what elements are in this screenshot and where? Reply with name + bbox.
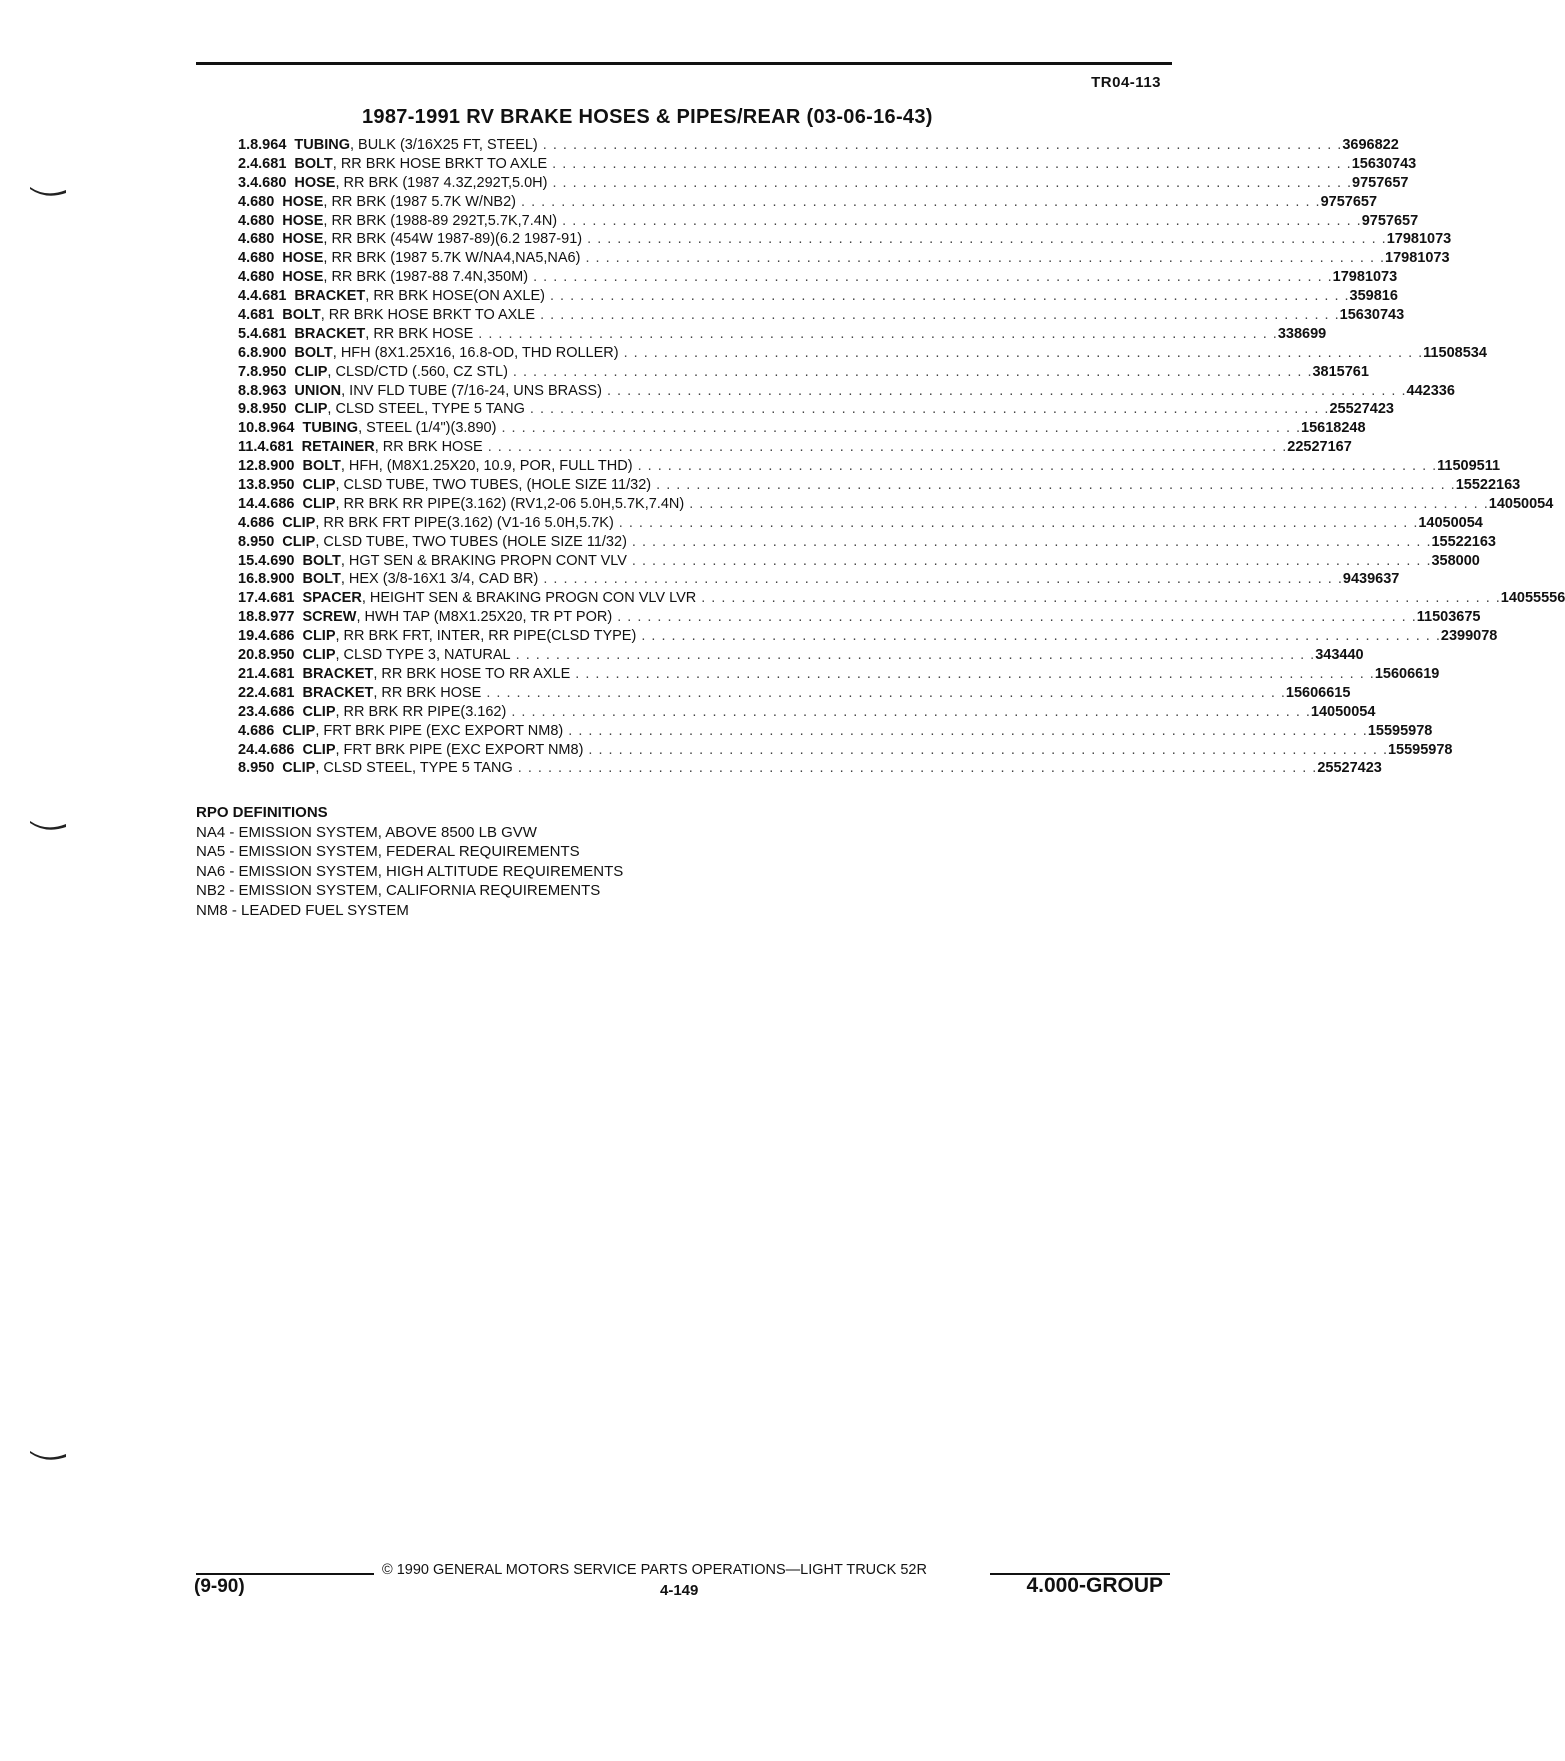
item-number: 15. (238, 552, 259, 569)
leader-dots: . . . . . . . . . . . . . . . . . . . . . . . . . . . . . . . . . . . . . . . . . . . . . . . . . . . . . . . . . . . . . . . . . . . . . . . . . . . . . . . . (528, 269, 1333, 286)
part-name: CLIP (302, 477, 336, 494)
part-number: 3696822 (1342, 137, 1399, 153)
group-code: 4.680 (238, 250, 275, 267)
part-row (238, 268, 1398, 287)
part-number: 14055556 (1500, 590, 1565, 607)
part-row (238, 174, 1409, 193)
part-detail: , RR BRK (454W 1987-89)(6.2 1987-91) (323, 231, 583, 248)
part-name: CLIP (282, 533, 316, 550)
group-code: 4.680 (238, 193, 275, 210)
part-name: BRACKET (302, 684, 374, 701)
part-number: 22527167 (1287, 439, 1352, 456)
part-row (238, 212, 1419, 231)
group-code: 8.950 (258, 477, 295, 494)
part-description (282, 533, 1431, 552)
part-detail: , HGT SEN & BRAKING PROPN CONT VLV (340, 552, 627, 569)
part-number: 15630743 (1339, 307, 1405, 324)
part-number: 11508534 (1423, 344, 1487, 361)
part-name: SPACER (302, 590, 362, 607)
item-number: 21. (238, 665, 259, 682)
part-name: CLIP (294, 401, 328, 418)
part-description (282, 306, 1339, 325)
leader-dots: . . . . . . . . . . . . . . . . . . . . . . . . . . . . . . . . . . . . . . . . . . . . . . . . . . . . . . . . . . . . . . . . . . . . . . . . . . . . . . . . (544, 288, 1350, 305)
leader-dots: . . . . . . . . . . . . . . . . . . . . . . . . . . . . . . . . . . . . . . . . . . . . . . . . . . . . . . . . . . . . . . . . . . . . . . . . . . . . . . . . (696, 590, 1501, 607)
part-detail: , RR BRK HOSE(ON AXLE) (365, 288, 545, 305)
item-number: 24. (238, 741, 259, 758)
part-detail: , HEIGHT SEN & BRAKING PROGN CON VLV LVR (361, 590, 697, 607)
part-row (238, 400, 1394, 419)
part-number: 15522163 (1455, 477, 1521, 494)
part-description (294, 382, 1406, 401)
group-code: 8.950 (238, 760, 275, 777)
part-description (302, 741, 1388, 760)
item-number: 4. (238, 288, 251, 305)
group-code: 4.686 (258, 628, 295, 645)
part-row (238, 608, 1481, 627)
part-row (238, 306, 1405, 325)
group-code: 4.686 (258, 703, 295, 720)
binder-hole-mark (30, 184, 66, 198)
part-description (302, 627, 1440, 646)
part-row (238, 136, 1399, 155)
group-code: 4.681 (250, 155, 287, 172)
part-row (238, 533, 1496, 552)
part-name: BOLT (302, 458, 341, 475)
part-description (302, 703, 1310, 722)
group-code: 4.686 (258, 741, 295, 758)
leader-dots: . . . . . . . . . . . . . . . . . . . . . . . . . . . . . . . . . . . . . . . . . . . . . . . . . . . . . . . . . . . . . . . . . . . . . . . . . . . . . . . . (570, 665, 1375, 682)
part-detail: , CLSD STEEL, TYPE 5 TANG (327, 401, 525, 418)
rpo-heading: RPO DEFINITIONS (196, 804, 328, 821)
part-detail: , INV FLD TUBE (7/16-24, UNS BRASS) (341, 382, 602, 399)
part-description (294, 174, 1352, 193)
part-description (302, 684, 1285, 703)
part-number: 25527423 (1329, 401, 1394, 418)
part-number: 14050054 (1310, 703, 1376, 720)
item-number: 7. (238, 363, 251, 380)
group-code: 4.690 (258, 552, 295, 569)
part-number: 25527423 (1317, 760, 1382, 777)
part-number: 442336 (1406, 382, 1455, 399)
part-description (302, 608, 1416, 627)
part-row (238, 514, 1483, 533)
part-description (302, 419, 1301, 438)
part-number: 11509511 (1437, 458, 1501, 475)
part-detail: , RR BRK (1987 5.7K W/NB2) (323, 193, 516, 210)
binder-hole-mark (30, 818, 66, 832)
part-detail: , RR BRK HOSE (373, 684, 482, 701)
footer-rule-left (196, 1573, 374, 1575)
group-code: 4.680 (238, 269, 275, 286)
group-code: 4.681 (250, 325, 287, 342)
part-detail: , RR BRK HOSE BRKT TO AXLE (320, 307, 536, 324)
part-number: 2399078 (1440, 628, 1498, 645)
item-number: 12. (238, 458, 259, 475)
part-row (238, 230, 1452, 249)
item-number: 18. (238, 609, 259, 626)
part-description (302, 570, 1342, 589)
part-detail: , RR BRK (1987 5.7K W/NA4,NA5,NA6) (323, 250, 581, 267)
part-row (238, 363, 1369, 382)
part-description (302, 589, 1500, 608)
group-number: 4.000-GROUP (1026, 1574, 1163, 1597)
group-code: 8.950 (250, 401, 287, 418)
leader-dots: . . . . . . . . . . . . . . . . . . . . . . . . . . . . . . . . . . . . . . . . . . . . . . . . . . . . . . . . . . . . . . . . . . . . . . . . . . . . . . . . (626, 552, 1432, 569)
group-code: 4.686 (258, 495, 295, 512)
part-description (302, 438, 1288, 457)
leader-dots: . . . . . . . . . . . . . . . . . . . . . . . . . . . . . . . . . . . . . . . . . . . . . . . . . . . . . . . . . . . . . . . . . . . . . . . . . . . . . . . . (583, 741, 1388, 758)
part-name: RETAINER (301, 439, 375, 456)
group-code: 4.680 (238, 212, 275, 229)
part-description (294, 363, 1312, 382)
part-row (238, 741, 1453, 760)
group-code: 8.964 (250, 137, 287, 153)
item-number: 10. (238, 420, 259, 437)
part-number: 14050054 (1418, 514, 1483, 531)
item-number: 22. (238, 684, 259, 701)
part-row (238, 249, 1450, 268)
part-row (238, 627, 1498, 646)
part-detail: , CLSD TUBE, TWO TUBES, (HOLE SIZE 11/32) (335, 477, 652, 494)
part-detail: , RR BRK HOSE TO RR AXLE (373, 665, 571, 682)
rpo-line: NA4 - EMISSION SYSTEM, ABOVE 8500 LB GVW (196, 823, 537, 841)
part-number: 17981073 (1332, 269, 1398, 286)
part-row (238, 325, 1327, 344)
part-name: BOLT (282, 307, 321, 324)
leader-dots: . . . . . . . . . . . . . . . . . . . . . . . . . . . . . . . . . . . . . . . . . . . . . . . . . . . . . . . . . . . . . . . . . . . . . . . . . . . . . . . . (626, 533, 1432, 550)
part-description (294, 344, 1423, 363)
item-number: 16. (238, 571, 259, 588)
group-code: 8.964 (258, 420, 295, 437)
part-row (238, 193, 1378, 212)
leader-dots: . . . . . . . . . . . . . . . . . . . . . . . . . . . . . . . . . . . . . . . . . . . . . . . . . . . . . . . . . . . . . . . . . . . . . . . . . . . . . . . . (684, 495, 1489, 512)
part-number: 15595978 (1387, 741, 1453, 758)
group-code: 8.900 (258, 571, 295, 588)
leader-dots: . . . . . . . . . . . . . . . . . . . . . . . . . . . . . . . . . . . . . . . . . . . . . . . . . . . . . . . . . . . . . . . . . . . . . . . . . . . . . . . . (537, 137, 1343, 153)
leader-dots: . . . . . . . . . . . . . . . . . . . . . . . . . . . . . . . . . . . . . . . . . . . . . . . . . . . . . . . . . . . . . . . . . . . . . . . . . . . . . . . . (636, 628, 1441, 645)
leader-dots: . . . . . . . . . . . . . . . . . . . . . . . . . . . . . . . . . . . . . . . . . . . . . . . . . . . . . . . . . . . . . . . . . . . . . . . . . . . . . . . . (496, 420, 1302, 437)
leader-dots: . . . . . . . . . . . . . . . . . . . . . . . . . . . . . . . . . . . . . . . . . . . . . . . . . . . . . . . . . . . . . . . . . . . . . . . . . . . . . . . . (538, 571, 1343, 588)
part-number: 14050054 (1488, 495, 1554, 512)
part-row (238, 476, 1521, 495)
part-description (294, 325, 1277, 344)
group-code: 8.977 (258, 609, 295, 626)
part-description (282, 249, 1385, 268)
part-description (302, 457, 1437, 476)
item-number: 17. (238, 590, 259, 607)
part-name: CLIP (302, 628, 336, 645)
part-number: 358000 (1431, 552, 1480, 569)
part-name: CLIP (282, 760, 316, 777)
part-description (302, 552, 1431, 571)
page-number: 4-149 (660, 1582, 699, 1599)
part-description (282, 230, 1386, 249)
part-description (282, 212, 1361, 231)
part-description (282, 268, 1332, 287)
part-name: BRACKET (294, 288, 366, 305)
part-row (238, 759, 1382, 778)
leader-dots: . . . . . . . . . . . . . . . . . . . . . . . . . . . . . . . . . . . . . . . . . . . . . . . . . . . . . . . . . . . . . . . . . . . . . . . . . . . . . . . . (580, 250, 1386, 267)
part-name: CLIP (282, 722, 316, 739)
part-name: HOSE (282, 250, 324, 267)
part-detail: , CLSD TUBE, TWO TUBES (HOLE SIZE 11/32) (315, 533, 627, 550)
item-number: 11. (238, 439, 258, 456)
part-description (282, 514, 1418, 533)
binder-hole-mark (30, 1448, 66, 1462)
leader-dots: . . . . . . . . . . . . . . . . . . . . . . . . . . . . . . . . . . . . . . . . . . . . . . . . . . . . . . . . . . . . . . . . . . . . . . . . . . . . . . . . (632, 458, 1438, 475)
part-detail: , CLSD STEEL, TYPE 5 TANG (315, 760, 513, 777)
leader-dots: . . . . . . . . . . . . . . . . . . . . . . . . . . . . . . . . . . . . . . . . . . . . . . . . . . . . . . . . . . . . . . . . . . . . . . . . . . . . . . . . (612, 609, 1417, 626)
part-detail: , HFH, (M8X1.25X20, 10.9, POR, FULL THD) (340, 458, 633, 475)
part-row (238, 495, 1554, 514)
rpo-line: NM8 - LEADED FUEL SYSTEM (196, 901, 409, 919)
leader-dots: . . . . . . . . . . . . . . . . . . . . . . . . . . . . . . . . . . . . . . . . . . . . . . . . . . . . . . . . . . . . . . . . . . . . . . . . . . . . . . . . (507, 363, 1313, 380)
leader-dots: . . . . . . . . . . . . . . . . . . . . . . . . . . . . . . . . . . . . . . . . . . . . . . . . . . . . . . . . . . . . . . . . . . . . . . . . . . . . . . . . (563, 722, 1368, 739)
leader-dots: . . . . . . . . . . . . . . . . . . . . . . . . . . . . . . . . . . . . . . . . . . . . . . . . . . . . . . . . . . . . . . . . . . . . . . . . . . . . . . . . (482, 439, 1288, 456)
leader-dots: . . . . . . . . . . . . . . . . . . . . . . . . . . . . . . . . . . . . . . . . . . . . . . . . . . . . . . . . . . . . . . . . . . . . . . . . . . . . . . . . (601, 382, 1407, 399)
part-detail: , RR BRK HOSE BRKT TO AXLE (332, 155, 548, 172)
part-description (302, 665, 1374, 684)
part-name: SCREW (302, 609, 357, 626)
part-name: BOLT (294, 344, 333, 361)
part-detail: , FRT BRK PIPE (EXC EXPORT NM8) (335, 741, 584, 758)
group-code: 8.900 (258, 458, 295, 475)
group-code: 4.686 (238, 514, 275, 531)
part-number: 15606619 (1374, 665, 1440, 682)
part-number: 3815761 (1312, 363, 1369, 380)
part-number: 15522163 (1431, 533, 1496, 550)
part-row (238, 646, 1364, 665)
leader-dots: . . . . . . . . . . . . . . . . . . . . . . . . . . . . . . . . . . . . . . . . . . . . . . . . . . . . . . . . . . . . . . . . . . . . . . . . . . . . . . . . (512, 760, 1318, 777)
part-detail: , STEEL (1/4")(3.890) (358, 420, 497, 437)
group-code: 4.680 (238, 231, 275, 248)
part-number: 17981073 (1386, 231, 1452, 248)
part-detail: , RR BRK FRT PIPE(3.162) (V1-16 5.0H,5.7K) (315, 514, 614, 531)
part-number: 9439637 (1342, 571, 1400, 588)
item-number: 1. (238, 137, 251, 153)
part-row (238, 287, 1398, 306)
part-name: BOLT (302, 552, 341, 569)
part-name: TUBING (294, 137, 350, 153)
part-name: CLIP (282, 514, 316, 531)
part-detail: , RR BRK (1987-88 7.4N,350M) (323, 269, 529, 286)
copyright: © 1990 GENERAL MOTORS SERVICE PARTS OPERATIONS—LIGHT TRUCK 52R (382, 1562, 927, 1578)
part-number: 15595978 (1367, 722, 1433, 739)
part-row (238, 344, 1487, 363)
part-number: 11503675 (1416, 609, 1481, 626)
leader-dots: . . . . . . . . . . . . . . . . . . . . . . . . . . . . . . . . . . . . . . . . . . . . . . . . . . . . . . . . . . . . . . . . . . . . . . . . . . . . . . . . (515, 193, 1321, 210)
part-description (282, 759, 1317, 778)
group-code: 4.681 (257, 439, 294, 456)
part-name: HOSE (282, 212, 324, 229)
part-detail: , CLSD TYPE 3, NATURAL (335, 647, 511, 664)
page-title: 1987-1991 RV BRAKE HOSES & PIPES/REAR (03-06-16-43) (362, 106, 933, 128)
part-name: BOLT (294, 155, 333, 172)
part-row (238, 703, 1376, 722)
part-number: 15618248 (1301, 420, 1366, 437)
part-name: UNION (294, 382, 342, 399)
part-detail: , RR BRK RR PIPE(3.162) (335, 703, 507, 720)
part-name: BOLT (302, 571, 341, 588)
part-name: HOSE (282, 193, 324, 210)
leader-dots: . . . . . . . . . . . . . . . . . . . . . . . . . . . . . . . . . . . . . . . . . . . . . . . . . . . . . . . . . . . . . . . . . . . . . . . . . . . . . . . . (510, 647, 1316, 664)
part-number: 15630743 (1351, 155, 1417, 172)
part-description (294, 287, 1349, 306)
part-number: 338699 (1277, 325, 1327, 342)
group-code: 4.681 (258, 590, 295, 607)
group-code: 4.681 (258, 665, 295, 682)
part-number: 359816 (1349, 288, 1398, 305)
rpo-definitions (196, 803, 623, 921)
group-code: 4.681 (238, 307, 275, 324)
group-code: 4.681 (250, 288, 287, 305)
part-detail: , BULK (3/16X25 FT, STEEL) (349, 137, 538, 153)
rpo-line: NA6 - EMISSION SYSTEM, HIGH ALTITUDE REQUIREMENTS (196, 862, 624, 880)
item-number: 19. (238, 628, 259, 645)
part-description (294, 400, 1329, 419)
part-detail: , HEX (3/8-16X1 3/4, CAD BR) (340, 571, 539, 588)
item-number: 3. (238, 174, 251, 191)
leader-dots: . . . . . . . . . . . . . . . . . . . . . . . . . . . . . . . . . . . . . . . . . . . . . . . . . . . . . . . . . . . . . . . . . . . . . . . . . . . . . . . . (547, 155, 1352, 172)
part-number: 343440 (1315, 647, 1364, 664)
part-number: 9757657 (1320, 193, 1378, 210)
leader-dots: . . . . . . . . . . . . . . . . . . . . . . . . . . . . . . . . . . . . . . . . . . . . . . . . . . . . . . . . . . . . . . . . . . . . . . . . . . . . . . . . (613, 514, 1419, 531)
part-row (238, 570, 1400, 589)
group-code: 4.686 (238, 722, 275, 739)
part-detail: , HWH TAP (M8X1.25X20, TR PT POR) (356, 609, 613, 626)
top-rule (196, 62, 1172, 65)
item-number: 6. (238, 344, 251, 361)
part-name: CLIP (302, 741, 336, 758)
part-row (238, 665, 1440, 684)
leader-dots: . . . . . . . . . . . . . . . . . . . . . . . . . . . . . . . . . . . . . . . . . . . . . . . . . . . . . . . . . . . . . . . . . . . . . . . . . . . . . . . . (473, 325, 1278, 342)
part-name: TUBING (302, 420, 359, 437)
item-number: 2. (238, 155, 251, 172)
group-code: 8.950 (238, 533, 275, 550)
part-row (238, 438, 1352, 457)
part-detail: , CLSD/CTD (.560, CZ STL) (327, 363, 508, 380)
leader-dots: . . . . . . . . . . . . . . . . . . . . . . . . . . . . . . . . . . . . . . . . . . . . . . . . . . . . . . . . . . . . . . . . . . . . . . . . . . . . . . . . (535, 307, 1340, 324)
part-row (238, 722, 1433, 741)
leader-dots: . . . . . . . . . . . . . . . . . . . . . . . . . . . . . . . . . . . . . . . . . . . . . . . . . . . . . . . . . . . . . . . . . . . . . . . . . . . . . . . . (582, 231, 1387, 248)
part-number: 9757657 (1352, 174, 1409, 191)
part-row (238, 457, 1501, 476)
part-detail: , RR BRK (1988-89 292T,5.7K,7.4N) (323, 212, 558, 229)
leader-dots: . . . . . . . . . . . . . . . . . . . . . . . . . . . . . . . . . . . . . . . . . . . . . . . . . . . . . . . . . . . . . . . . . . . . . . . . . . . . . . . . (481, 684, 1286, 701)
item-number: 5. (238, 325, 251, 342)
leader-dots: . . . . . . . . . . . . . . . . . . . . . . . . . . . . . . . . . . . . . . . . . . . . . . . . . . . . . . . . . . . . . . . . . . . . . . . . . . . . . . . . (524, 401, 1330, 418)
part-name: CLIP (302, 647, 336, 664)
item-number: 9. (238, 401, 251, 418)
part-name: BRACKET (294, 325, 366, 342)
leader-dots: . . . . . . . . . . . . . . . . . . . . . . . . . . . . . . . . . . . . . . . . . . . . . . . . . . . . . . . . . . . . . . . . . . . . . . . . . . . . . . . . (618, 344, 1424, 361)
group-code: 4.680 (250, 174, 287, 191)
part-description (282, 722, 1368, 741)
part-description (302, 476, 1455, 495)
part-detail: , RR BRK HOSE (365, 325, 474, 342)
leader-dots: . . . . . . . . . . . . . . . . . . . . . . . . . . . . . . . . . . . . . . . . . . . . . . . . . . . . . . . . . . . . . . . . . . . . . . . . . . . . . . . . (651, 477, 1456, 494)
part-row (238, 382, 1455, 401)
part-name: HOSE (282, 269, 324, 286)
part-detail: , FRT BRK PIPE (EXC EXPORT NM8) (315, 722, 564, 739)
part-row (238, 589, 1565, 608)
part-name: CLIP (302, 703, 336, 720)
part-description (294, 136, 1342, 155)
leader-dots: . . . . . . . . . . . . . . . . . . . . . . . . . . . . . . . . . . . . . . . . . . . . . . . . . . . . . . . . . . . . . . . . . . . . . . . . . . . . . . . . (557, 212, 1362, 229)
item-number: 20. (238, 647, 259, 664)
part-number: 9757657 (1361, 212, 1419, 229)
part-name: HOSE (294, 174, 336, 191)
leader-dots: . . . . . . . . . . . . . . . . . . . . . . . . . . . . . . . . . . . . . . . . . . . . . . . . . . . . . . . . . . . . . . . . . . . . . . . . . . . . . . . . (506, 703, 1311, 720)
group-code: 4.681 (258, 684, 295, 701)
rpo-line: NB2 - EMISSION SYSTEM, CALIFORNIA REQUIREMENTS (196, 882, 601, 900)
part-number: 17981073 (1385, 250, 1450, 267)
group-code: 8.950 (258, 647, 295, 664)
part-name: CLIP (302, 495, 336, 512)
group-code: 8.963 (250, 382, 287, 399)
rpo-line: NA5 - EMISSION SYSTEM, FEDERAL REQUIREMENTS (196, 843, 580, 861)
part-detail: , RR BRK FRT, INTER, RR PIPE(CLSD TYPE) (335, 628, 637, 645)
part-description (302, 646, 1315, 665)
part-row (238, 684, 1351, 703)
part-detail: , HFH (8X1.25X16, 16.8-OD, THD ROLLER) (332, 344, 619, 361)
part-row (238, 552, 1480, 571)
part-description (294, 155, 1351, 174)
part-name: CLIP (294, 363, 328, 380)
date-code: (9-90) (194, 1576, 245, 1597)
item-number: 23. (238, 703, 259, 720)
part-detail: , RR BRK (1987 4.3Z,292T,5.0H) (335, 174, 548, 191)
part-name: BRACKET (302, 665, 374, 682)
part-detail: , RR BRK RR PIPE(3.162) (RV1,2-06 5.0H,5.7K,7.4N) (335, 495, 685, 512)
group-code: 8.900 (250, 344, 287, 361)
part-row (238, 155, 1417, 174)
part-description (302, 495, 1488, 514)
item-number: 13. (238, 477, 259, 494)
page-code: TR04-113 (1091, 74, 1161, 91)
group-code: 8.950 (250, 363, 287, 380)
leader-dots: . . . . . . . . . . . . . . . . . . . . . . . . . . . . . . . . . . . . . . . . . . . . . . . . . . . . . . . . . . . . . . . . . . . . . . . . . . . . . . . . (547, 174, 1353, 191)
part-row (238, 419, 1366, 438)
part-description (282, 193, 1320, 212)
parts-list (238, 136, 1565, 778)
part-detail: , RR BRK HOSE (374, 439, 483, 456)
item-number: 14. (238, 495, 259, 512)
item-number: 8. (238, 382, 251, 399)
part-name: HOSE (282, 231, 324, 248)
part-number: 15606615 (1285, 684, 1351, 701)
